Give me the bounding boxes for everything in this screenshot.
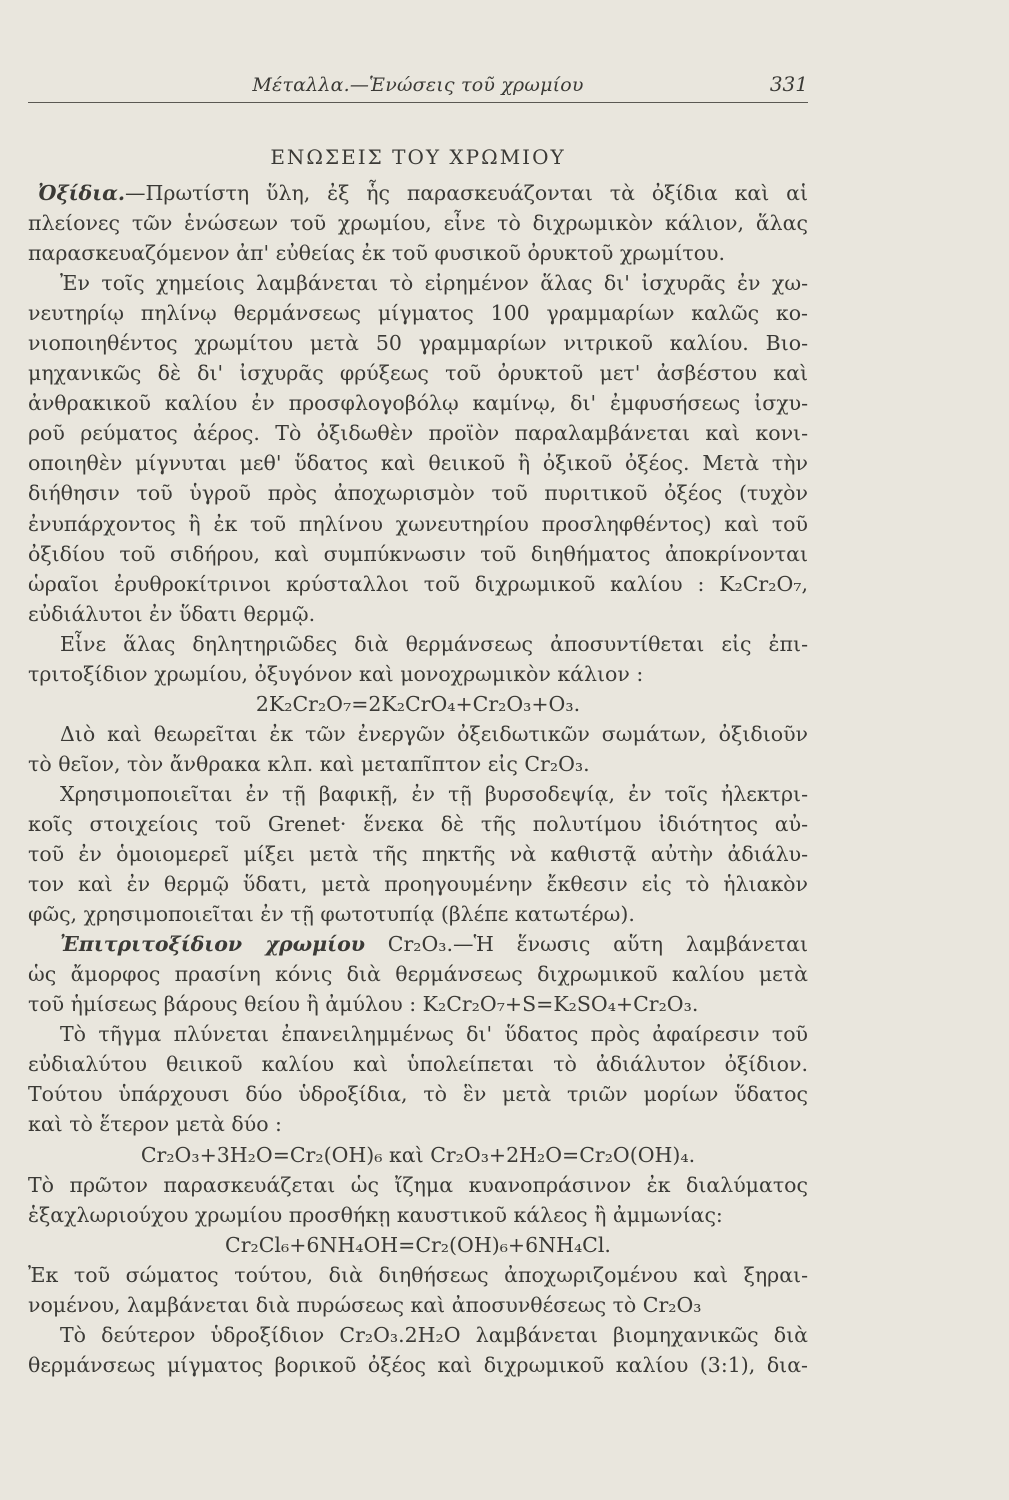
- text-line: [28, 478, 808, 508]
- line-text: ροῦ ρεύματος ἀέρος. Τὸ ὀξιδωθὲν προϊὸν παραλαμβάνεται καὶ κονι-: [28, 421, 808, 446]
- line-text: ὡραῖοι ἐρυθροκίτρινοι κρύσταλλοι τοῦ διχρωμικοῦ καλίου : K₂Cr₂O₇,: [28, 571, 808, 596]
- text-line: [28, 689, 808, 719]
- text-line: [28, 599, 808, 629]
- text-line: [28, 238, 808, 268]
- text-line: [28, 298, 808, 328]
- line-text: τοῦ ἡμίσεως βάρους θείου ἢ ἀμύλου : K₂Cr₂O₇+S=K₂SO₄+Cr₂O₃.: [28, 992, 699, 1017]
- line-text: διήθησιν τοῦ ὑγροῦ πρὸς ἀποχωρισμὸν τοῦ πυριτικοῦ ὀξέος (τυχὸν: [28, 481, 808, 506]
- text-line: [28, 328, 808, 358]
- line-text: ἑξαχλωριούχου χρωμίου προσθήκῃ καυστικοῦ κάλεος ἢ ἀμμωνίας:: [28, 1202, 723, 1227]
- text-line: [28, 1079, 808, 1109]
- text-line: [28, 1350, 808, 1380]
- text-line: [28, 1290, 808, 1320]
- run-in-heading: Ἐπιτριτοξίδιον χρωμίου: [60, 932, 365, 957]
- text-line: [28, 1170, 808, 1200]
- line-text: τὸ θεῖον, τὸν ἄνθρακα κλπ. καὶ μεταπῖπτον εἰς Cr₂O₃.: [28, 751, 590, 776]
- run-in-heading: Ὀξίδια.: [38, 181, 126, 205]
- line-text: τοῦ ἐν ὁμοιομερεῖ μίξει μετὰ τῆς πηκτῆς νὰ καθιστᾷ αὐτὴν ἀδιάλυ-: [28, 842, 808, 867]
- text-line: [28, 358, 808, 388]
- line-text: ὡς ἄμορφος πρασίνη κόνις διὰ θερμάνσεως διχρωμικοῦ καλίου μετὰ: [28, 962, 808, 987]
- text-line: [28, 809, 808, 839]
- line-text: θερμάνσεως μίγματος βορικοῦ ὀξέος καὶ διχρωμικοῦ καλίου (3:1), δια-: [28, 1352, 808, 1377]
- line-text: πλείονες τῶν ἑνώσεων τοῦ χρωμίου, εἶνε τὸ διχρωμικὸν κάλιον, ἅλας: [28, 211, 808, 236]
- page-header: [28, 70, 808, 103]
- text-line: [28, 779, 808, 809]
- text-line: [28, 418, 808, 448]
- text-line: [28, 719, 808, 749]
- text-line: [28, 869, 808, 899]
- line-text: —Πρωτίστη ὕλη, ἐξ ἧς παρασκευάζονται τὰ ὀξίδια καὶ αἱ: [125, 181, 808, 205]
- line-text: Cr₂O₃+3H₂O=Cr₂(OH)₆ καὶ Cr₂O₃+2H₂O=Cr₂O(OH)₄.: [140, 1142, 696, 1167]
- line-text: τριτοξίδιον χρωμίου, ὀξυγόνον καὶ μονοχρωμικὸν κάλιον :: [28, 661, 644, 686]
- text-line: [28, 629, 808, 659]
- line-text: Τὸ πρῶτον παρασκευάζεται ὡς ἴζημα κυανοπράσινον ἐκ διαλύματος: [28, 1172, 808, 1197]
- line-text: Διὸ καὶ θεωρεῖται ἐκ τῶν ἐνεργῶν ὀξειδωτικῶν σωμάτων, ὀξιδιοῦν: [60, 721, 808, 746]
- text-line: [28, 1140, 808, 1170]
- text-line: [28, 268, 808, 298]
- line-text: Cr₂Cl₆+6NH₄OH=Cr₂(OH)₆+6NH₄Cl.: [225, 1232, 611, 1257]
- page-number: 331: [769, 72, 808, 96]
- line-text: νευτηρίῳ πηλίνῳ θερμάνσεως μίγματος 100 γραμμαρίων καλῶς κο-: [28, 301, 808, 326]
- line-text: Εἶνε ἅλας δηλητηριῶδες διὰ θερμάνσεως ἀποσυντίθεται εἰς ἐπι-: [60, 631, 808, 656]
- text-line: [28, 1109, 808, 1139]
- text-line: [28, 539, 808, 569]
- line-text: Χρησιμοποιεῖται ἐν τῇ βαφικῇ, ἐν τῇ βυρσοδεψίᾳ, ἐν τοῖς ἠλεκτρι-: [60, 781, 808, 806]
- line-text: Τὸ δεύτερον ὑδροξίδιον Cr₂O₃.2H₂O λαμβάνεται βιομηχανικῶς διὰ: [60, 1322, 808, 1347]
- text-line: [28, 1320, 808, 1350]
- section-heading: ΕΝΩΣΕΙΣ ΤΟΥ ΧΡΩΜΙΟΥ: [270, 145, 566, 169]
- line-text: ἀνθρακικοῦ καλίου ἐν προσφλογοβόλῳ καμίνῳ, δι' ἐμφυσήσεως ἰσχυ-: [28, 391, 808, 416]
- line-text: κοῖς στοιχείοις τοῦ Grenet· ἕνεκα δὲ τῆς πολυτίμου ἰδιότητος αὐ-: [28, 811, 808, 836]
- running-title: Μέταλλα.—Ἑνώσεις τοῦ χρωμίου: [252, 74, 584, 96]
- line-text: Τούτου ὑπάρχουσι δύο ὑδροξίδια, τὸ ἓν μετὰ τριῶν μορίων ὕδατος: [28, 1082, 808, 1107]
- text-line: [28, 509, 808, 539]
- text-line: [28, 448, 808, 478]
- line-text: ἐνυπάρχοντος ἢ ἐκ τοῦ πηλίνου χωνευτηρίου προσληφθέντος) καὶ τοῦ: [28, 511, 808, 536]
- line-text: νιοποιηθέντος χρωμίτου μετὰ 50 γραμμαρίων νιτρικοῦ καλίου. Βιο-: [28, 331, 808, 356]
- text-line: [28, 659, 808, 689]
- line-text: εὐδιάλυτοι ἐν ὕδατι θερμῷ.: [28, 601, 316, 626]
- text-line: [28, 1230, 808, 1260]
- text-line: [28, 1200, 808, 1230]
- text-line: [28, 208, 808, 238]
- line-text: μηχανικῶς δὲ δι' ἰσχυρᾶς φρύξεως τοῦ ὀρυκτοῦ μετ' ἀσβέστου καὶ: [28, 361, 808, 386]
- text-line: [28, 178, 808, 208]
- line-text: Ἐκ τοῦ σώματος τούτου, διὰ διηθήσεως ἀποχωριζομένου καὶ ξηραι-: [28, 1262, 808, 1287]
- line-text: 2K₂Cr₂O₇=2K₂CrO₄+Cr₂O₃+O₃.: [255, 691, 581, 716]
- line-text: φῶς, χρησιμοποιεῖται ἐν τῇ φωτοτυπίᾳ (βλέπε κατωτέρω).: [28, 902, 635, 927]
- text-line: [28, 1019, 808, 1049]
- line-text: Τὸ τῆγμα πλύνεται ἐπανειλημμένως δι' ὕδατος πρὸς ἀφαίρεσιν τοῦ: [60, 1022, 808, 1047]
- text-line: [28, 1260, 808, 1290]
- line-text: παρασκευαζόμενον ἀπ' εὐθείας ἐκ τοῦ φυσικοῦ ὀρυκτοῦ χρωμίτου.: [28, 241, 726, 266]
- text-line: [28, 989, 808, 1019]
- text-line: [28, 959, 808, 989]
- text-line: [28, 388, 808, 418]
- line-text: Ἐν τοῖς χημείοις λαμβάνεται τὸ εἰρημένον ἅλας δι' ἰσχυρᾶς ἐν χω-: [60, 271, 808, 296]
- line-text: νομένου, λαμβάνεται διὰ πυρώσεως καὶ ἀποσυνθέσεως τὸ Cr₂O₃: [28, 1292, 702, 1317]
- line-text: ὀξιδίου τοῦ σιδήρου, καὶ συμπύκνωσιν τοῦ διηθήματος ἀποκρίνονται: [28, 541, 808, 566]
- line-text: καὶ τὸ ἕτερον μετὰ δύο :: [28, 1112, 282, 1137]
- text-line: [28, 839, 808, 869]
- text-line: [28, 569, 808, 599]
- text-line: [28, 929, 808, 959]
- line-text: οποιηθὲν μίγνυται μεθ' ὕδατος καὶ θειικοῦ ἢ ὀξικοῦ ὀξέος. Μετὰ τὴν: [28, 451, 808, 476]
- text-line: [28, 749, 808, 779]
- line-text: τον καὶ ἐν θερμῷ ὕδατι, μετὰ προηγουμένην ἔκθεσιν εἰς τὸ ἡλιακὸν: [28, 872, 808, 897]
- line-text: Cr₂O₃.—Ἡ ἕνωσις αὕτη λαμβάνεται: [364, 932, 808, 957]
- body-text: [28, 178, 808, 1380]
- line-text: εὐδιαλύτου θειικοῦ καλίου καὶ ὑπολείπεται τὸ ἀδιάλυτον ὀξίδιον.: [28, 1052, 808, 1077]
- text-line: [28, 899, 808, 929]
- text-line: [28, 1049, 808, 1079]
